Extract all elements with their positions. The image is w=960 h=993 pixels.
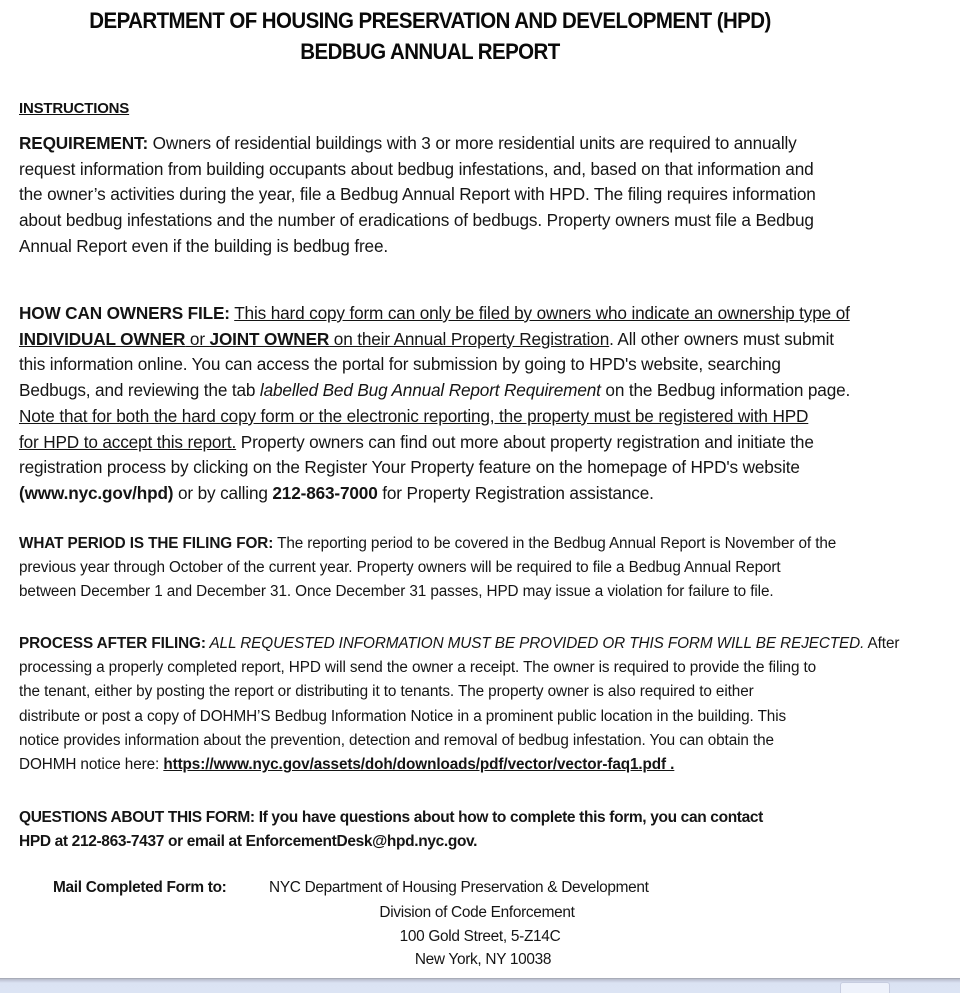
process-line-4: distribute or post a copy of DOHMH’S Bedbug Information Notice in a prominent public location in the building. This	[19, 707, 787, 725]
requirement-line-1: REQUIREMENT: Owners of residential buildings with 3 or more residential units are required to annually	[19, 133, 797, 153]
process-line-3: the tenant, either by posting the report or distributing it to tenants. The property owner is also required to either	[19, 683, 754, 701]
requirement-line-4: about bedbug infestations and the number of eradications of bedbugs. Property owners must file a Bedbug	[19, 210, 814, 231]
viewer-bottom-tab[interactable]	[840, 982, 890, 993]
how-to-file-label: HOW CAN OWNERS FILE:	[19, 303, 230, 323]
how-line-7: registration process by clicking on the Register Your Property feature on the homepage of HPD's website	[19, 457, 800, 478]
requirement-line-2: request information from building occupants about bedbug infestations, and, based on that information and	[19, 158, 814, 179]
mail-address-line-1: NYC Department of Housing Preservation & Development	[269, 879, 649, 896]
how-line-8: (www.nyc.gov/hpd) or by calling 212-863-7000 for Property Registration assistance.	[19, 482, 654, 503]
viewer-bottom-bar	[0, 978, 960, 993]
document-title-line2: BEDBUG ANNUAL REPORT	[300, 39, 560, 64]
period-label: WHAT PERIOD IS THE FILING FOR:	[19, 535, 274, 552]
period-line-2: previous year through October of the current year. Property owners will be required to file a Bedbug Annual Report	[19, 559, 781, 577]
hpd-website-url[interactable]: (www.nyc.gov/hpd)	[19, 482, 174, 503]
how-line-2: INDIVIDUAL OWNER or JOINT OWNER on their Annual Property Registration. All other owners must submit	[19, 328, 834, 349]
process-line-5: notice provides information about the prevention, detection and removal of bedbug infestation. You can obtain the	[19, 731, 774, 749]
questions-section	[19, 806, 939, 854]
process-line-6: DOHMH notice here: https://www.nyc.gov/assets/doh/downloads/pdf/vector/vector-faq1.pdf .	[19, 756, 675, 774]
how-line-3: this information online. You can access the portal for submission by going to HPD's website, searching	[19, 354, 781, 375]
dohmh-notice-link[interactable]: https://www.nyc.gov/assets/doh/downloads/pdf/vector/vector-faq1.pdf .	[163, 756, 675, 774]
how-line-5: Note that for both the hard copy form or the electronic reporting, the property must be registered with HPD	[19, 405, 809, 426]
questions-line-2: HPD at 212-863-7437 or email at EnforcementDesk@hpd.nyc.gov.	[19, 833, 478, 850]
requirement-line-5: Annual Report even if the building is bedbug free.	[19, 235, 388, 256]
period-line-1: WHAT PERIOD IS THE FILING FOR: The reporting period to be covered in the Bedbug Annual Report is November of the	[19, 535, 837, 552]
questions-line-1: QUESTIONS ABOUT THIS FORM: If you have questions about how to complete this form, you can contact	[19, 809, 763, 826]
mail-address-line-4: New York, NY 10038	[414, 951, 552, 968]
how-line-4: Bedbugs, and reviewing the tab labelled Bed Bug Annual Report Requirement on the Bedbug information page.	[19, 380, 851, 401]
mail-address-line-3: 100 Gold Street, 5-Z14C	[399, 928, 561, 945]
process-after-filing-section	[19, 632, 939, 777]
mail-label: Mail Completed Form to:	[53, 879, 227, 896]
process-line-1: PROCESS AFTER FILING: ALL REQUESTED INFORMATION MUST BE PROVIDED OR THIS FORM WILL BE REJECTED. After	[19, 635, 900, 652]
requirement-line-3: the owner’s activities during the year, file a Bedbug Annual Report with HPD. The filing requires information	[19, 184, 816, 205]
tab-name-italic: labelled Bed Bug Annual Report Requirement	[259, 380, 601, 401]
how-line-6: for HPD to accept this report. Property owners can find out more about property registration and initiate the	[19, 431, 814, 452]
process-label: PROCESS AFTER FILING:	[19, 635, 206, 652]
registration-phone: 212-863-7000	[272, 482, 378, 503]
individual-owner-term: INDIVIDUAL OWNER	[19, 328, 186, 349]
document-title-line1: DEPARTMENT OF HOUSING PRESERVATION AND DEVELOPMENT (HPD)	[89, 8, 771, 33]
joint-owner-term: JOINT OWNER	[209, 328, 330, 349]
instructions-heading: INSTRUCTIONS	[19, 100, 130, 117]
how-to-file-section	[19, 301, 939, 507]
rejection-warning: ALL REQUESTED INFORMATION MUST BE PROVIDED OR THIS FORM WILL BE REJECTED.	[205, 635, 865, 652]
period-line-3: between December 1 and December 31. Once December 31 passes, HPD may issue a violation for failure to file.	[19, 583, 774, 601]
filing-period-section	[19, 532, 939, 605]
how-line-1: HOW CAN OWNERS FILE: This hard copy form can only be filed by owners who indicate an ownership type of	[19, 303, 850, 323]
requirement-section	[19, 131, 939, 260]
process-line-2: processing a properly completed report, HPD will send the owner a receipt. The owner is required to provide the filing to	[19, 659, 817, 677]
requirement-label: REQUIREMENT:	[19, 133, 149, 153]
mail-address-line-2: Division of Code Enforcement	[379, 904, 575, 921]
